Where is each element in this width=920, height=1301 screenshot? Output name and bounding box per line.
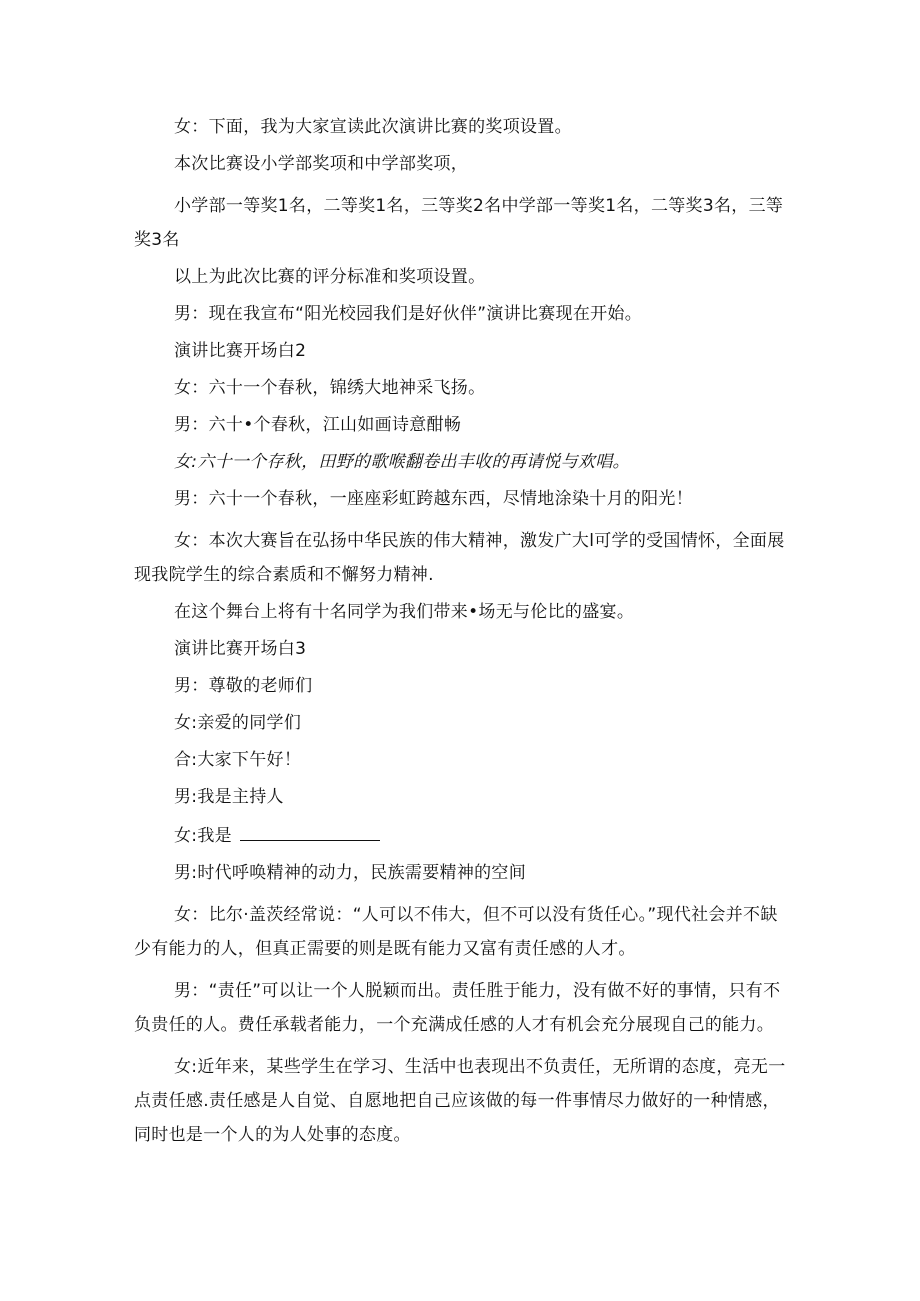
section-heading-3: 演讲比赛开场白3: [174, 639, 307, 659]
paragraph-line-female-2: 女:六十一个存秋，田野的歌喉翻卷出丰收的再请悦与欢唱。: [174, 452, 630, 472]
section-heading-2: 演讲比赛开场白2: [174, 341, 307, 361]
paragraph-award-counts: 小学部一等奖1名，二等奖1名，三等奖2名中学部一等奖1名，二等奖3名，三等奖3名: [134, 196, 784, 250]
paragraph-greeting-teachers: 男：尊敬的老师们: [174, 676, 313, 696]
paragraph-host-female: [134, 824, 794, 846]
paragraph-line-male-1: 男：六十•个春秋，江山如画诗意酣畅: [174, 415, 462, 435]
host-female-label: 女:我是: [174, 826, 232, 846]
paragraph-bill-gates-quote: 女：比尔·盖茨经常说：“人可以不伟大，但不可以没有货任心。”现代社会并不缺少有能力的人，但真正需要的则是既有能力又富有责任感的人才。: [134, 905, 778, 959]
paragraph-responsibility: 男：“责任”可以让一个人脱颖而出。责任胜于能力，没有做不好的事情，只有不负贵任的人。费任承载者能力，一个充满成任感的人才有机会充分展现自己的能力。: [134, 981, 781, 1035]
paragraph-contest-purpose: 女：本次大赛旨在弘扬中华民族的伟大精神，激发广大l可学的受国情怀，全面展现我院学生的综合素质和不懈努力精神.: [134, 531, 785, 585]
paragraph-greeting-all: 合:大家下午好！: [174, 750, 302, 770]
paragraph-award-summary: 以上为此次比赛的评分标准和奖项设置。: [174, 267, 486, 287]
paragraph-announce-start: 男：现在我宣布“阳光校园我们是好伙伴”演讲比赛现在开始。: [174, 304, 643, 324]
paragraph-award-categories: 本次比赛设小学部奖项和中学部奖项，: [174, 154, 469, 174]
paragraph-host-male: 男:我是主持人: [174, 787, 284, 807]
paragraph-line-female-1: 女：六十一个春秋，锦绣大地神采飞扬。: [174, 378, 486, 398]
document-body: [134, 117, 794, 1162]
paragraph-award-intro: 女：下面，我为大家宣读此次演讲比赛的奖项设置。: [174, 117, 572, 137]
paragraph-spirit-call: 男:时代呼唤精神的动力，民族需要精神的空间: [174, 863, 527, 883]
name-blank-line: [240, 824, 380, 841]
paragraph-line-male-2: 男：六十一个春秋，一座座彩虹跨越东西，尽情地涂染十月的阳光！: [174, 489, 693, 509]
paragraph-greeting-students: 女:亲爱的同学们: [174, 713, 302, 733]
paragraph-student-attitude: 女:近年来，某些学生在学习、生活中也表现出不负责任，无所谓的态度，亮无一点责任感.责任感是人自觉、自愿地把自己应该做的每一件事情尽力做好的一种情感，同时也是一个人的为人处事的态度。: [134, 1057, 786, 1145]
paragraph-stage-intro: 在这个舞台上将有十名同学为我们带来•场无与伦比的盛宴。: [174, 602, 635, 622]
